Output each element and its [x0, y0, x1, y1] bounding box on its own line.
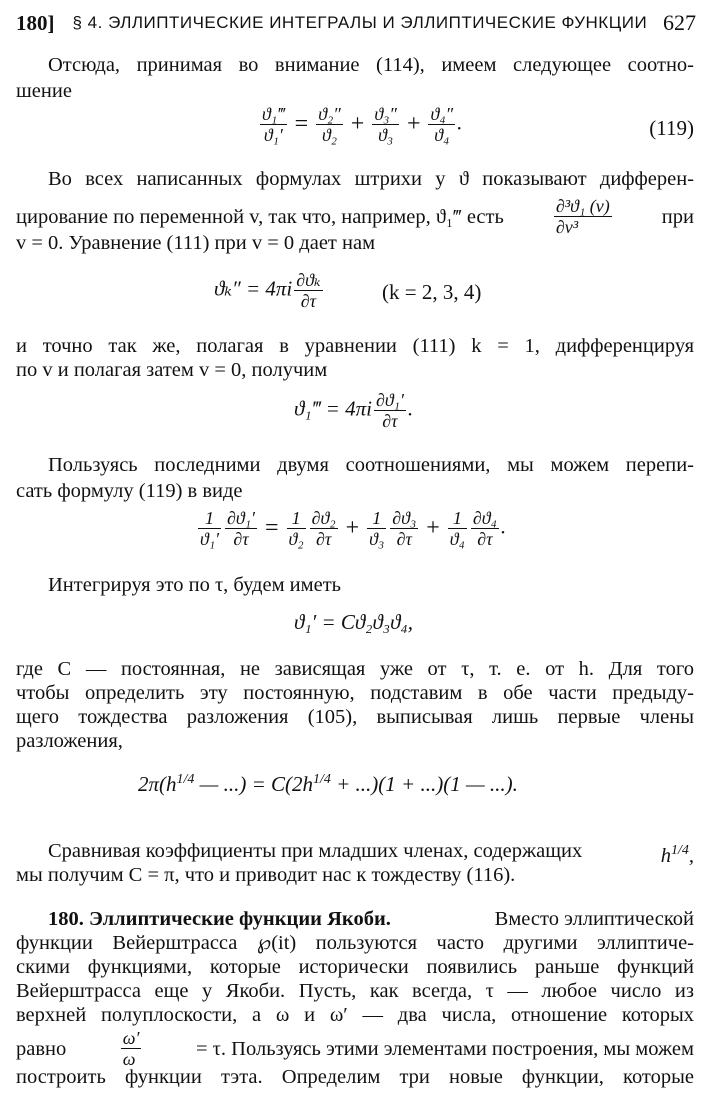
text-line: цирование по переменной v, так что, например, ϑ₁‴ есть $\frac{\text{∂³ϑ₁ (v)}}{\text{∂v³}}$ при: [16, 196, 694, 237]
text-line: Отсюда, принимая во внимание (114), имеем следующее соотно-: [48, 54, 694, 76]
equation-constant: ϑ₁′ = Cϑ₂ϑ₃ϑ₄,: [294, 610, 413, 634]
equation-rewritten: $\frac{1}{\text{ϑ₁′}}$ $\frac{\text{∂ϑ₁′}}{\partial\tau}$ = $\frac{1}{\text{ϑ₂}}$ $\frac{\text{∂ϑ₂}}{\partial\tau}$ + $\frac{1}{\text{ϑ₃}}$ $\frac{\text{∂ϑ₃}}{\partial\tau}$ + $\frac{1}{\text{ϑ₄}}$ $\frac{\text{∂ϑ₄}}{\partial\tau}$ .: [200, 508, 507, 549]
equation-theta-k: ϑₖ″ = 4πi $\frac{\text{∂ϑₖ}}{\partial\tau}$: [214, 270, 321, 311]
text-line: верхней полуплоскости, а ω и ω′ — два числа, отношение которых: [16, 1004, 694, 1026]
equation-series: $2\pi(h^{1/4}$ — ...) = $C(2h^{1/4} + ...)(1 + ...)(1$ — ...).: [138, 772, 518, 796]
running-header: [16, 8, 696, 38]
text-line: v = 0. Уравнение (111) при v = 0 дает нам: [16, 232, 376, 254]
section-heading: 180. Эллиптические функции Якоби.: [48, 908, 391, 930]
text-line: Пользуясь последними двумя соотношениями, мы можем перепи-: [48, 454, 694, 476]
text-line: по v и полагая затем v = 0, получим: [16, 359, 328, 381]
text-line: функции Вейерштрасса ℘(it) пользуются часто другими эллиптиче-: [16, 932, 694, 954]
text-line: где C — постоянная, не зависящая уже от τ, т. е. от h. Для того: [16, 658, 694, 680]
text-line: мы получим C = π, что и приводит нас к тождеству (116).: [16, 864, 516, 886]
text-line: чтобы определить эту постоянную, подставим в обе части предыду-: [16, 682, 694, 704]
text-line: и точно так же, полагая в уравнении (111) k = 1, дифференцируя: [16, 335, 694, 357]
text-line: Интегрируя это по τ, будем иметь: [48, 574, 342, 596]
text-line: Во всех написанных формулах штрихи у ϑ показывают дифферен-: [48, 168, 694, 190]
text-line: щего тождества разложения (105), выписывая лишь первые члены: [16, 706, 694, 728]
text-line: скими функциями, которые исторически появились раньше функций: [16, 956, 694, 978]
text-line: Сравнивая коэффициенты при младших членах, содержащих $h^{1/4}$,: [48, 840, 694, 867]
equation-119: $\frac{\text{ϑ₁‴}}{\text{ϑ₁′}}$ = $\frac{\text{ϑ₂″}}{\text{ϑ₂}}$ + $\frac{\text{ϑ₃″}}{\text{ϑ₃}}$ + $\frac{\text{ϑ₄″}}{\text{ϑ₄}}$ .: [262, 104, 463, 145]
section-title: § 4. ЭЛЛИПТИЧЕСКИЕ ИНТЕГРАЛЫ И ЭЛЛИПТИЧЕСКИЕ ФУНКЦИИ: [72, 13, 648, 32]
text-line: сать формулу (119) в виде: [16, 480, 243, 502]
equation-theta-1: ϑ₁‴ = 4πi $\frac{\text{∂ϑ₁′}}{\partial\tau}$ .: [294, 390, 414, 431]
section-number: 180]: [16, 10, 55, 35]
text-line: равно $\frac{\omega'}{\omega}$ = τ. Пользуясь этими элементами построения, мы можем: [16, 1028, 694, 1069]
text-line: шение: [16, 80, 72, 102]
text-line: построить функции тэта. Определим три новые функции, которые: [16, 1066, 694, 1088]
equation-number: (119): [649, 116, 694, 140]
equation-condition: (k = 2, 3, 4): [382, 280, 482, 304]
text-line: разложения,: [16, 730, 123, 752]
page-number: 627: [663, 10, 696, 35]
text-line: Вейерштрасса еще у Якоби. Пусть, как всегда, τ — любое число из: [16, 980, 694, 1002]
text-line: 180. Эллиптические функции Якоби. Вместо эллиптической: [48, 908, 694, 930]
